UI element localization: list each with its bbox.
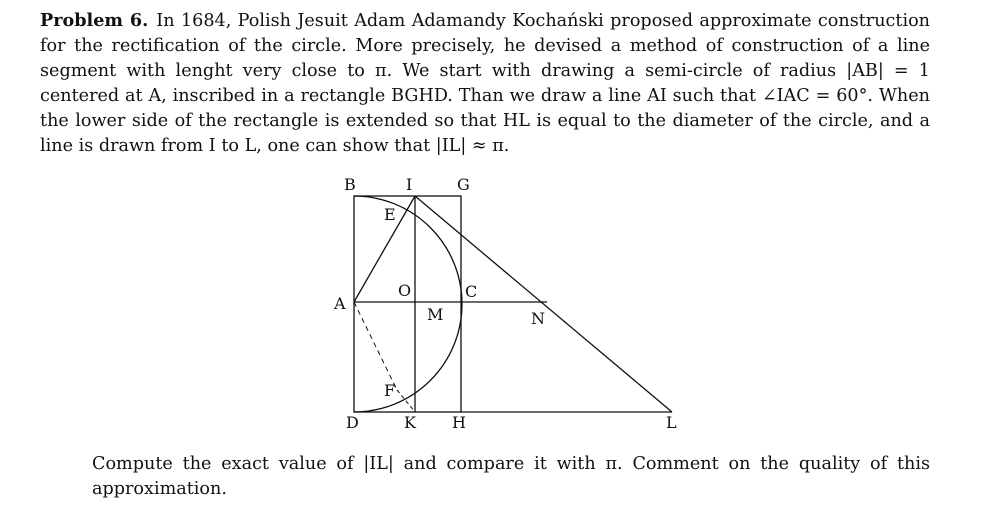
dashed-af	[354, 302, 397, 390]
label-i: I	[406, 175, 413, 194]
dashed-fk	[397, 390, 415, 412]
label-h: H	[452, 413, 466, 432]
label-a: A	[334, 294, 346, 313]
label-n: N	[531, 309, 545, 328]
label-g: G	[457, 175, 470, 194]
label-e: E	[384, 205, 396, 224]
rectangle-bghd	[354, 196, 461, 412]
figure-svg	[320, 168, 700, 438]
semicircle	[354, 196, 462, 412]
label-c: C	[465, 282, 478, 301]
label-f: F	[384, 381, 396, 400]
line-il	[415, 196, 672, 412]
label-b: B	[344, 175, 356, 194]
problem-text: In 1684, Polish Jesuit Adam Adamandy Kochański proposed approximate construction for the rectification of the circle. More precisely, he devised a method of construction of a line segment with lenght very close to π. We start with drawing a semi-circle of radius |AB| = 1 centered at A, inscribed in a rectangle BGHD. Than we draw a line AI such that ∠IAC = 60°. When the lower side of the rectangle is extended so that HL is equal to the diameter of the circle, and a line is drawn from I to L, one can show that |IL| ≈ π.	[40, 11, 931, 156]
problem-statement	[40, 8, 930, 159]
label-o: O	[398, 281, 412, 300]
kochanski-construction-figure	[320, 168, 700, 438]
label-d: D	[346, 413, 359, 432]
question-text: Compute the exact value of |IL| and compare it with π. Comment on the quality of this approximation.	[92, 454, 930, 499]
label-k: K	[404, 413, 416, 432]
label-m: M	[427, 305, 444, 324]
problem-title: Problem 6.	[40, 10, 149, 31]
label-l: L	[666, 413, 677, 432]
